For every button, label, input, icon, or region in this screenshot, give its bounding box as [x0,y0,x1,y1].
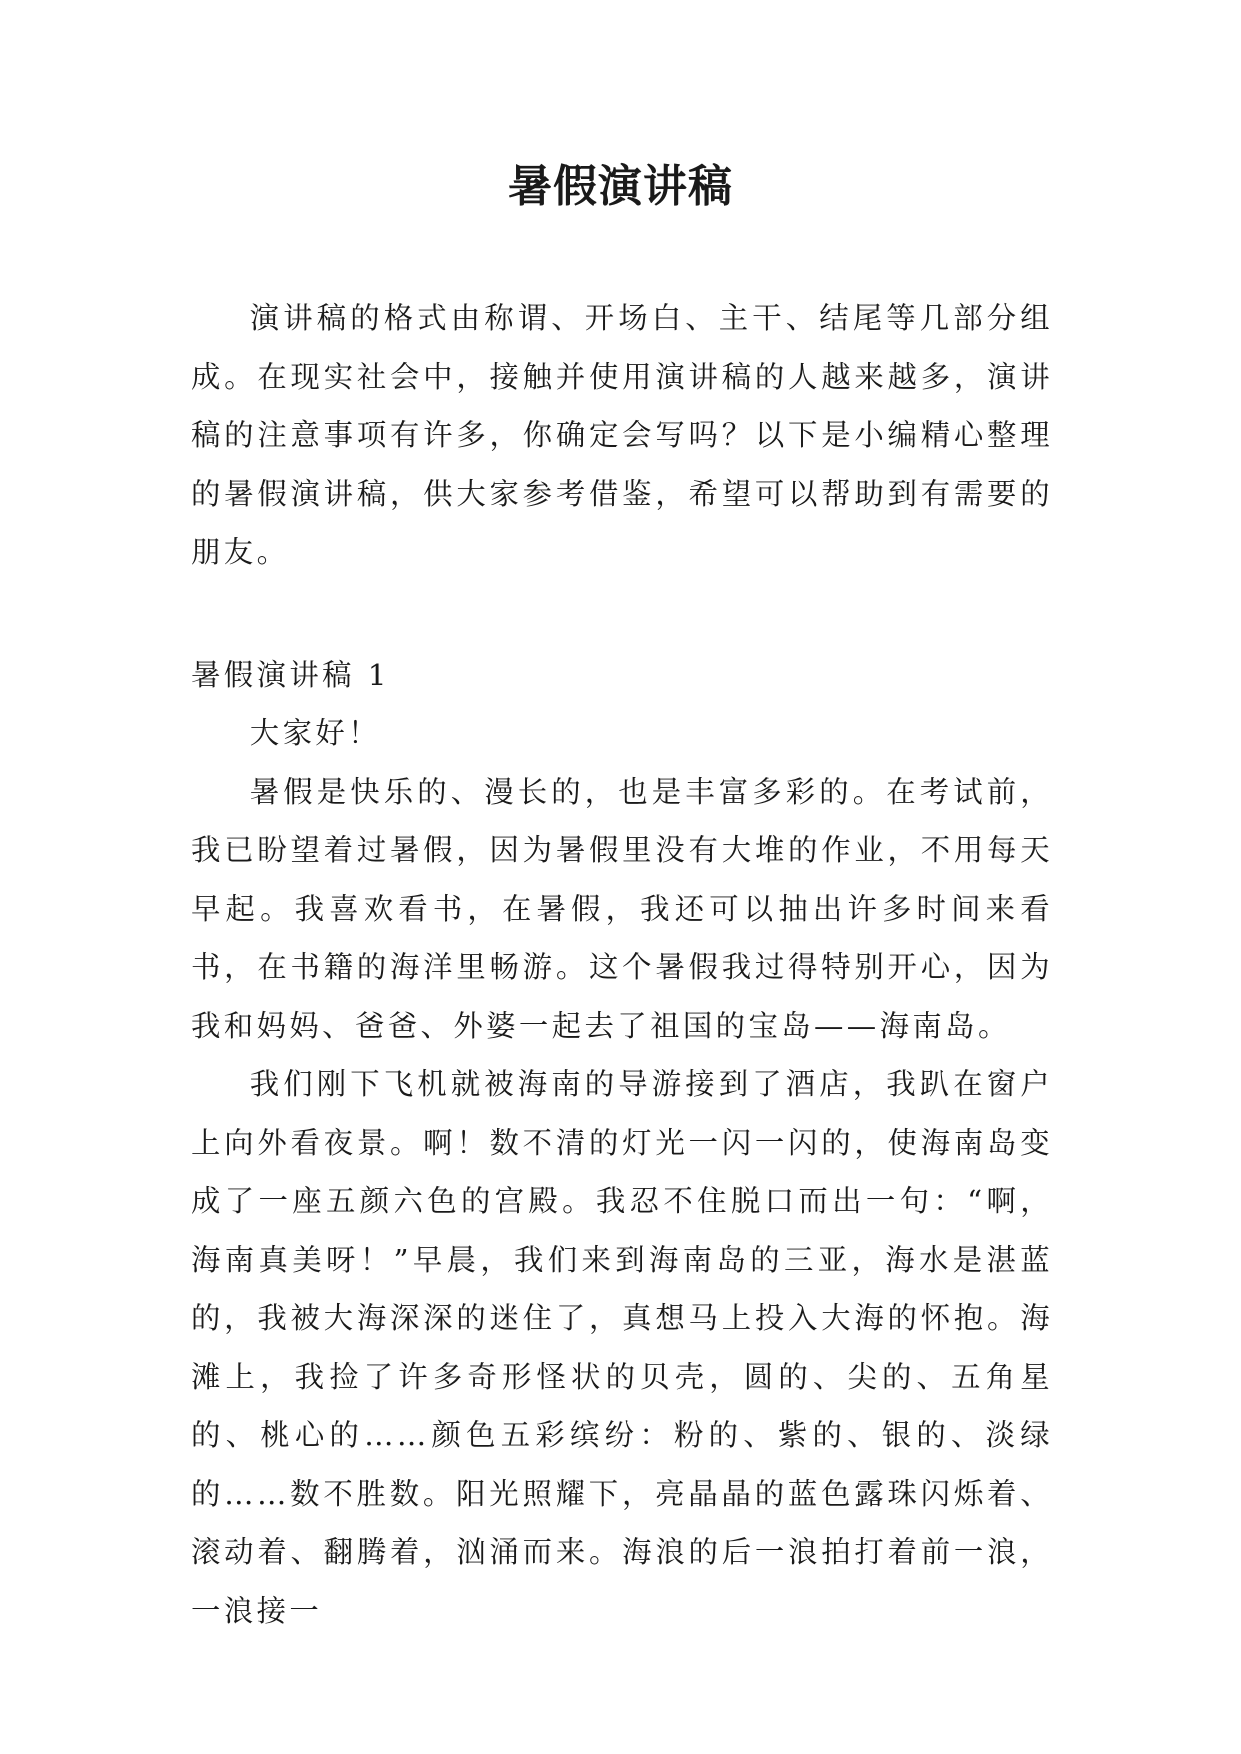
intro-paragraph: 演讲稿的格式由称谓、开场白、主干、结尾等几部分组成。在现实社会中，接触并使用演讲稿的人越来越多，演讲稿的注意事项有许多，你确定会写吗？以下是小编精心整理的暑假演讲稿，供大家参考借鉴，希望可以帮助到有需要的朋友。 [191,301,1053,569]
body-paragraph-1: 暑假是快乐的、漫长的，也是丰富多彩的。在考试前，我已盼望着过暑假，因为暑假里没有大堆的作业，不用每天早起。我喜欢看书，在暑假，我还可以抽出许多时间来看书，在书籍的海洋里畅游。这个暑假我过得特别开心，因为我和妈妈、爸爸、外婆一起去了祖国的宝岛——海南岛。 [191,774,1053,1043]
section-heading: 暑假演讲稿 1 [191,657,390,692]
greeting-paragraph: 大家好！ [249,716,381,750]
body-paragraph-2: 我们刚下飞机就被海南的导游接到了酒店，我趴在窗户上向外看夜景。啊！数不清的灯光一闪一闪的，使海南岛变成了一座五颜六色的宫殿。我忍不住脱口而出一句：“啊，海南真美呀！”早晨，我们来到海南岛的三亚，海水是湛蓝的，我被大海深深的迷住了，真想马上投入大海的怀抱。海滩上，我捡了许多奇形怪状的贝壳，圆的、尖的、五角星的、桃心的……颜色五彩缤纷：粉的、紫的、银的、淡绿的……数不胜数。阳光照耀下，亮晶晶的蓝色露珠闪烁着、滚动着、翻腾着，汹涌而来。海浪的后一浪拍打着前一浪，一浪接一 [191,1067,1053,1628]
document-body [191,289,1053,1640]
document-title: 暑假演讲稿 [508,161,733,212]
